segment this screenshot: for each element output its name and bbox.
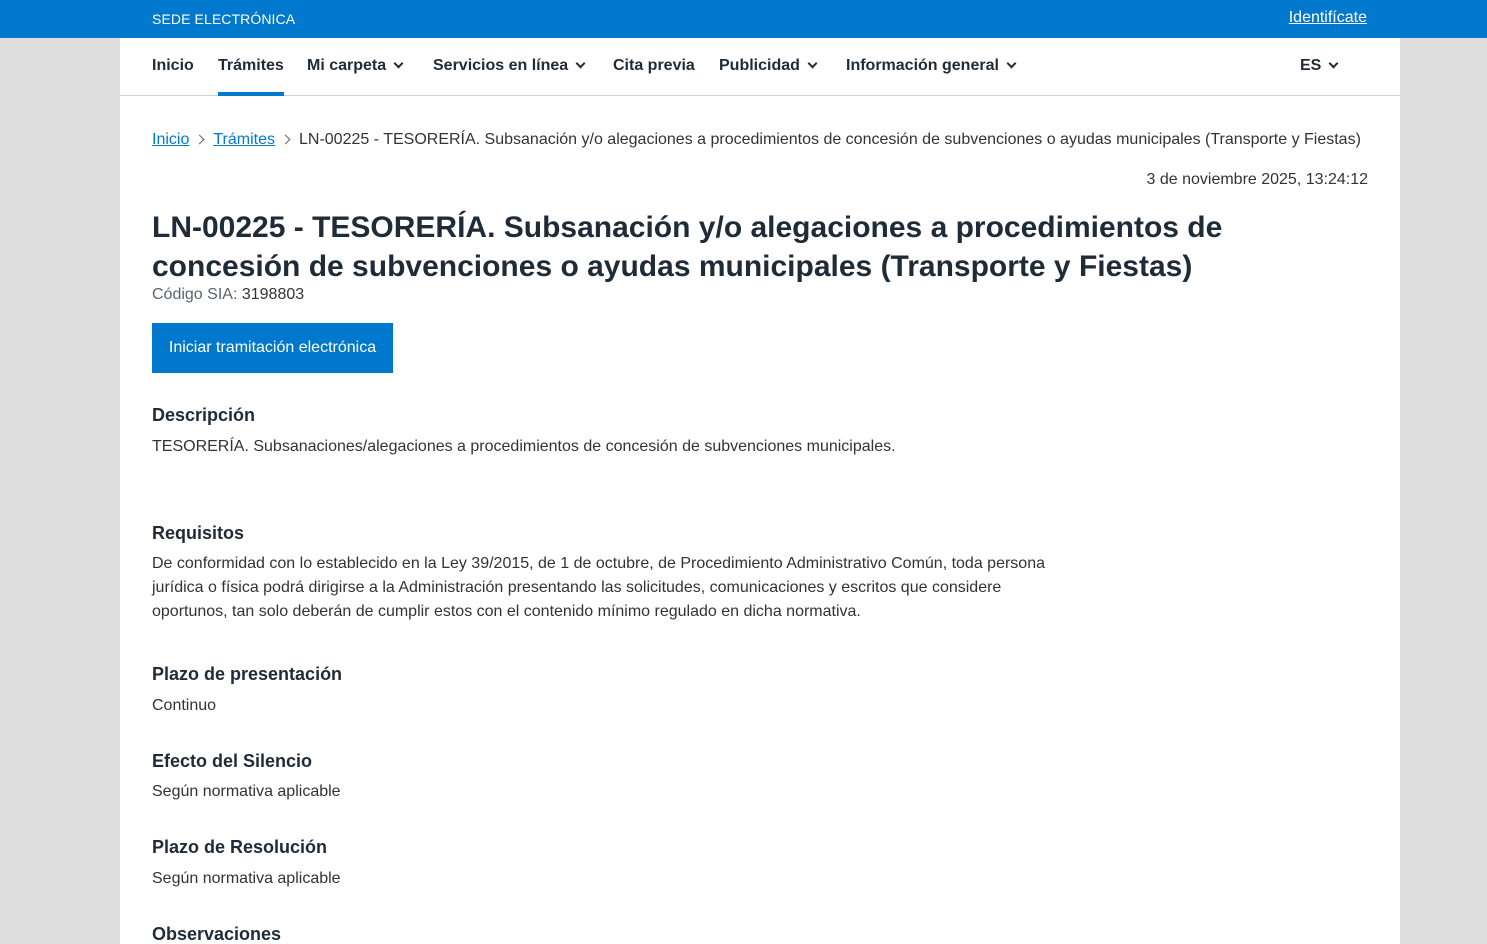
page-title: LN-00225 - TESORERÍA. Subsanación y/o alegaciones a procedimientos de concesión de subvenciones o ayudas municipales (Transporte y Fiestas): [152, 211, 1223, 283]
current-datetime: 3 de noviembre 2025, 13:24:12: [1146, 171, 1368, 188]
top-bar: [0, 0, 1487, 38]
chevron-down-icon: [1006, 59, 1016, 69]
breadcrumb: [152, 131, 1361, 149]
nav-item-label: Cita previa: [613, 57, 695, 74]
nav-item-publicidad[interactable]: [719, 57, 816, 96]
nav-item-label: Inicio: [152, 57, 194, 74]
chevron-down-icon: [807, 59, 817, 69]
chevron-down-icon: [394, 59, 404, 69]
section-heading-descripcion: Descripción: [152, 405, 256, 425]
language-selector[interactable]: [1300, 57, 1337, 96]
section-text-descripcion: TESORERÍA. Subsanaciones/alegaciones a procedimientos de concesión de subvenciones municipales.: [152, 438, 896, 455]
nav-item-cita-previa[interactable]: [613, 57, 695, 96]
nav-item-mi-carpeta[interactable]: [307, 57, 402, 96]
sia-label: Código SIA:: [152, 286, 238, 303]
nav-item-label: Mi carpeta: [307, 57, 387, 74]
nav-item-label: Servicios en línea: [433, 57, 569, 74]
breadcrumb-link-inicio[interactable]: Inicio: [152, 131, 190, 148]
section-heading-plazo-resolucion: Plazo de Resolución: [152, 837, 328, 857]
breadcrumb-link-tramites[interactable]: Trámites: [213, 131, 275, 148]
nav-item-inicio[interactable]: [152, 57, 194, 96]
chevron-right-icon: [195, 135, 205, 145]
nav-item-tramites[interactable]: [218, 57, 284, 96]
nav-item-servicios-en-linea[interactable]: [433, 57, 584, 96]
chevron-down-icon: [576, 59, 586, 69]
section-heading-requisitos: Requisitos: [152, 523, 245, 543]
nav-item-label: Trámites: [218, 57, 284, 74]
section-heading-efecto-silencio: Efecto del Silencio: [152, 751, 313, 771]
main-nav: [120, 38, 1400, 96]
section-text-plazo-presentacion: Continuo: [152, 697, 217, 714]
nav-item-label: Información general: [846, 57, 999, 74]
login-link[interactable]: Identifícate: [1288, 9, 1367, 26]
site-label: SEDE ELECTRÓNICA: [152, 11, 296, 27]
sia-value: 3198803: [241, 286, 305, 303]
nav-item-informacion-general[interactable]: [846, 57, 1015, 96]
chevron-right-icon: [281, 135, 291, 145]
nav-item-label: Publicidad: [719, 57, 800, 74]
section-text-requisitos: De conformidad con lo establecido en la Ley 39/2015, de 1 de octubre, de Procedimiento Administrativo Común, toda persona jurídica o física podrá dirigirse a la Administración presentando las solicitudes, comunicaciones y escritos que considere oportunos, tan solo deberán de cumplir estos con el contenido mínimo regulado en dicha normativa.: [152, 555, 1045, 620]
start-electronic-procedure-button[interactable]: Iniciar tramitación electrónica: [152, 323, 393, 373]
breadcrumb-current: LN-00225 - TESORERÍA. Subsanación y/o alegaciones a procedimientos de concesión de subvenciones o ayudas municipales (Transporte y Fiestas): [299, 131, 1361, 148]
sia-code: [152, 286, 304, 304]
language-label: ES: [1300, 57, 1322, 74]
section-text-plazo-resolucion: Según normativa aplicable: [152, 870, 341, 887]
page-container: [120, 38, 1400, 944]
chevron-down-icon: [1329, 59, 1339, 69]
section-heading-plazo-presentacion: Plazo de presentación: [152, 664, 343, 684]
section-heading-observaciones: Observaciones: [152, 924, 282, 944]
section-text-efecto-silencio: Según normativa aplicable: [152, 783, 341, 800]
